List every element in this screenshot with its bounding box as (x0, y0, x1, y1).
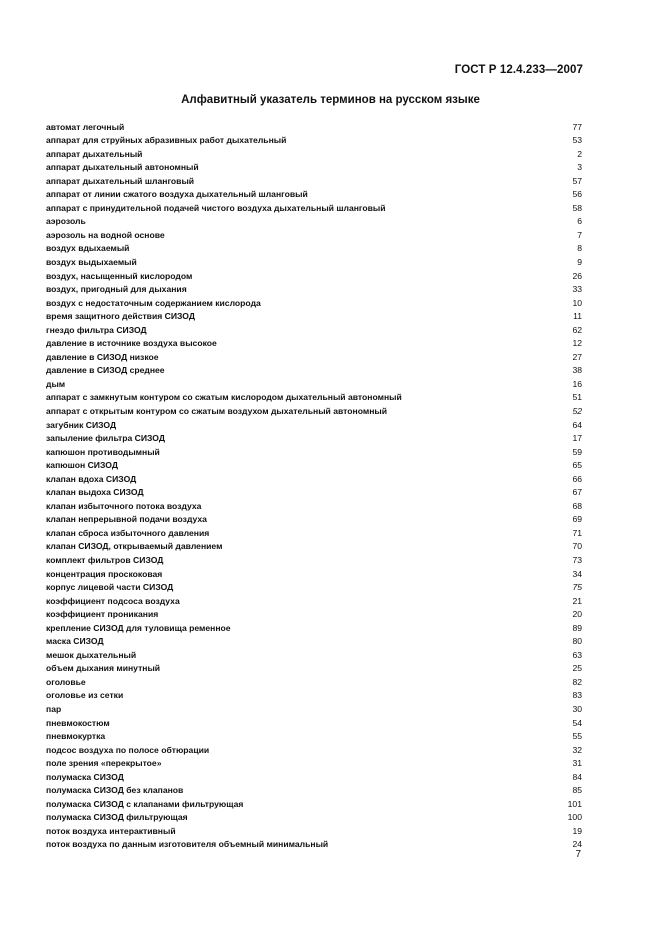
index-entry (46, 270, 582, 284)
index-number: 68 (572, 500, 582, 511)
index-entry (46, 188, 582, 202)
index-term: давление в СИЗОД среднее (46, 365, 165, 376)
index-number: 20 (572, 609, 582, 620)
index-number: 24 (572, 839, 582, 850)
index-entry (46, 324, 582, 338)
index-term: комплект фильтров СИЗОД (46, 555, 164, 565)
index-number: 52 (572, 405, 582, 416)
index-entry (46, 784, 582, 798)
index-number: 55 (572, 731, 582, 742)
index-entry (46, 500, 582, 514)
index-entry (46, 310, 582, 324)
index-entry (46, 771, 582, 785)
index-entry (46, 608, 582, 622)
index-entry (46, 391, 582, 405)
index-number: 85 (572, 785, 582, 796)
index-term: концентрация проскоковая (46, 568, 163, 579)
index-entry (46, 337, 582, 351)
index-number: 27 (572, 351, 582, 362)
index-entry (46, 215, 582, 229)
index-term: время защитного действия СИЗОД (46, 311, 196, 322)
index-number: 57 (572, 175, 582, 186)
index-term: аппарат дыхательный автономный (46, 162, 199, 173)
index-term: аэрозоль на водной основе (46, 229, 165, 240)
index-number: 100 (567, 812, 582, 823)
index-term: капюшон СИЗОД (46, 460, 118, 471)
index-number: 77 (572, 121, 582, 132)
index-entry (46, 662, 582, 676)
page-title: Алфавитный указатель терминов на русском языке (181, 94, 480, 106)
index-number: 10 (572, 297, 582, 308)
index-number: 80 (572, 636, 582, 647)
index-number: 16 (572, 378, 582, 389)
index-number: 38 (572, 365, 582, 376)
index-number: 6 (577, 216, 582, 227)
index-term: клапан избыточного потока воздуха (46, 500, 202, 511)
index-entry (46, 473, 582, 487)
index-term: запыление фильтра СИЗОД (46, 433, 165, 444)
index-number: 56 (572, 189, 582, 200)
index-number: 54 (572, 717, 582, 728)
index-term: крепление СИЗОД для туловища ременное (46, 622, 231, 633)
index-entry (46, 703, 582, 717)
index-term: воздух с недостаточным содержанием кислорода (46, 297, 261, 308)
index-term: подсос воздуха по полосе обтюрации (46, 744, 210, 755)
index-entry (46, 256, 582, 270)
index-term: клапан выдоха СИЗОД (46, 487, 144, 498)
index-term: автомат легочный (46, 121, 125, 132)
index-term: поле зрения «перекрытое» (46, 758, 162, 769)
index-term: клапан сброса избыточного давления (46, 527, 210, 538)
index-number: 53 (572, 135, 582, 146)
index-entry (46, 554, 582, 568)
index-entry (46, 364, 582, 378)
index-number: 84 (572, 771, 582, 782)
index-term: загубник СИЗОД (46, 419, 117, 430)
index-number: 34 (572, 568, 582, 579)
index-entry (46, 121, 582, 135)
index-term: воздух, пригодный для дыхания (46, 284, 187, 295)
document-code: ГОСТ Р 12.4.233—2007 (454, 64, 583, 76)
index-term: мешок дыхательный (46, 649, 137, 660)
index-number: 70 (572, 541, 582, 552)
index-entry (46, 432, 582, 446)
index-term: гнездо фильтра СИЗОД (46, 324, 147, 335)
index-number: 62 (572, 324, 582, 335)
index-term: оголовье (46, 676, 86, 687)
index-term: давление в СИЗОД низкое (46, 351, 159, 362)
index-entry (46, 635, 582, 649)
index-term: клапан непрерывной подачи воздуха (46, 514, 207, 525)
index-entry (46, 825, 582, 839)
index-term: клапан СИЗОД, открываемый давлением (46, 541, 223, 552)
index-term: пневмокуртка (46, 731, 106, 742)
index-term: давление в источнике воздуха высокое (46, 338, 217, 349)
index-entry (46, 798, 582, 812)
index-number: 89 (572, 622, 582, 633)
index-entry (46, 242, 582, 256)
index-entry (46, 744, 582, 758)
index-number: 73 (572, 555, 582, 565)
index-number: 21 (572, 595, 582, 606)
index-entry (46, 838, 582, 852)
index-number: 51 (572, 392, 582, 403)
index-term: аппарат от линии сжатого воздуха дыхательный шланговый (46, 189, 308, 200)
index-entry (46, 419, 582, 433)
index-number: 3 (577, 162, 582, 173)
index-term: аэрозоль (46, 216, 86, 227)
index-number: 12 (572, 338, 582, 349)
index-entry (46, 459, 582, 473)
index-number: 26 (572, 270, 582, 281)
index-term: воздух, насыщенный кислородом (46, 270, 193, 281)
index-number: 17 (572, 433, 582, 444)
index-number: 59 (572, 446, 582, 457)
index-term: аппарат дыхательный шланговый (46, 175, 195, 186)
index-term: полумаска СИЗОД фильтрующая (46, 812, 188, 823)
index-entry (46, 540, 582, 554)
index-entry (46, 229, 582, 243)
index-entry (46, 676, 582, 690)
index-term: маска СИЗОД (46, 636, 104, 647)
index-term: поток воздуха интерактивный (46, 825, 176, 836)
index-number: 83 (572, 690, 582, 701)
index-entry (46, 175, 582, 189)
index-term: коэффициент проникания (46, 609, 159, 620)
index-term: оголовье из сетки (46, 690, 124, 701)
page-number: 7 (575, 849, 581, 860)
index-number: 25 (572, 663, 582, 674)
index-entry (46, 446, 582, 460)
index-entry (46, 513, 582, 527)
index-entry (46, 811, 582, 825)
index-entry (46, 581, 582, 595)
index-term: пар (46, 704, 62, 715)
index-entry (46, 649, 582, 663)
index-entry (46, 689, 582, 703)
index-term: дым (46, 378, 66, 389)
index-entry (46, 378, 582, 392)
index-number: 8 (577, 243, 582, 254)
index-number: 82 (572, 676, 582, 687)
index-term: аппарат с открытым контуром со сжатым воздухом дыхательный автономный (46, 405, 388, 416)
index-entry (46, 202, 582, 216)
term-index-list (46, 121, 582, 853)
index-number: 32 (572, 744, 582, 755)
index-number: 19 (572, 825, 582, 836)
index-entry (46, 730, 582, 744)
index-entry (46, 405, 582, 419)
index-entry (46, 527, 582, 541)
index-number: 67 (572, 487, 582, 498)
index-number: 31 (572, 758, 582, 769)
index-term: полумаска СИЗОД с клапанами фильтрующая (46, 798, 244, 809)
index-number: 64 (572, 419, 582, 430)
index-number: 58 (572, 202, 582, 213)
index-entry (46, 351, 582, 365)
index-number: 71 (572, 527, 582, 538)
index-number: 69 (572, 514, 582, 525)
index-entry (46, 283, 582, 297)
index-entry (46, 717, 582, 731)
index-term: полумаска СИЗОД (46, 771, 124, 782)
index-entry (46, 568, 582, 582)
index-term: капюшон противодымный (46, 446, 160, 457)
index-number: 66 (572, 473, 582, 484)
index-entry (46, 622, 582, 636)
index-term: клапан вдоха СИЗОД (46, 473, 137, 484)
index-term: поток воздуха по данным изготовителя объемный минимальный (46, 839, 329, 850)
index-term: коэффициент подсоса воздуха (46, 595, 180, 606)
index-number: 65 (572, 460, 582, 471)
index-number: 9 (577, 256, 582, 267)
index-term: аппарат с принудительной подачей чистого воздуха дыхательный шланговый (46, 202, 386, 213)
index-number: 30 (572, 704, 582, 715)
index-term: аппарат дыхательный (46, 148, 143, 159)
index-term: аппарат для струйных абразивных работ дыхательный (46, 135, 287, 146)
index-term: аппарат с замкнутым контуром со сжатым кислородом дыхательный автономный (46, 392, 402, 403)
index-number: 63 (572, 649, 582, 660)
index-entry (46, 595, 582, 609)
index-entry (46, 161, 582, 175)
index-number: 7 (577, 229, 582, 240)
index-number: 33 (572, 284, 582, 295)
index-entry (46, 148, 582, 162)
index-term: полумаска СИЗОД без клапанов (46, 785, 184, 796)
index-number: 2 (577, 148, 582, 159)
index-entry (46, 297, 582, 311)
index-number: 11 (573, 311, 582, 322)
index-number: 101 (567, 798, 582, 809)
index-term: корпус лицевой части СИЗОД (46, 582, 174, 593)
index-entry (46, 757, 582, 771)
index-term: объем дыхания минутный (46, 663, 161, 674)
index-entry (46, 486, 582, 500)
index-term: воздух выдыхаемый (46, 256, 137, 267)
index-number: 75 (572, 582, 582, 593)
index-term: воздух вдыхаемый (46, 243, 130, 254)
index-term: пневмокостюм (46, 717, 110, 728)
index-entry (46, 134, 582, 148)
